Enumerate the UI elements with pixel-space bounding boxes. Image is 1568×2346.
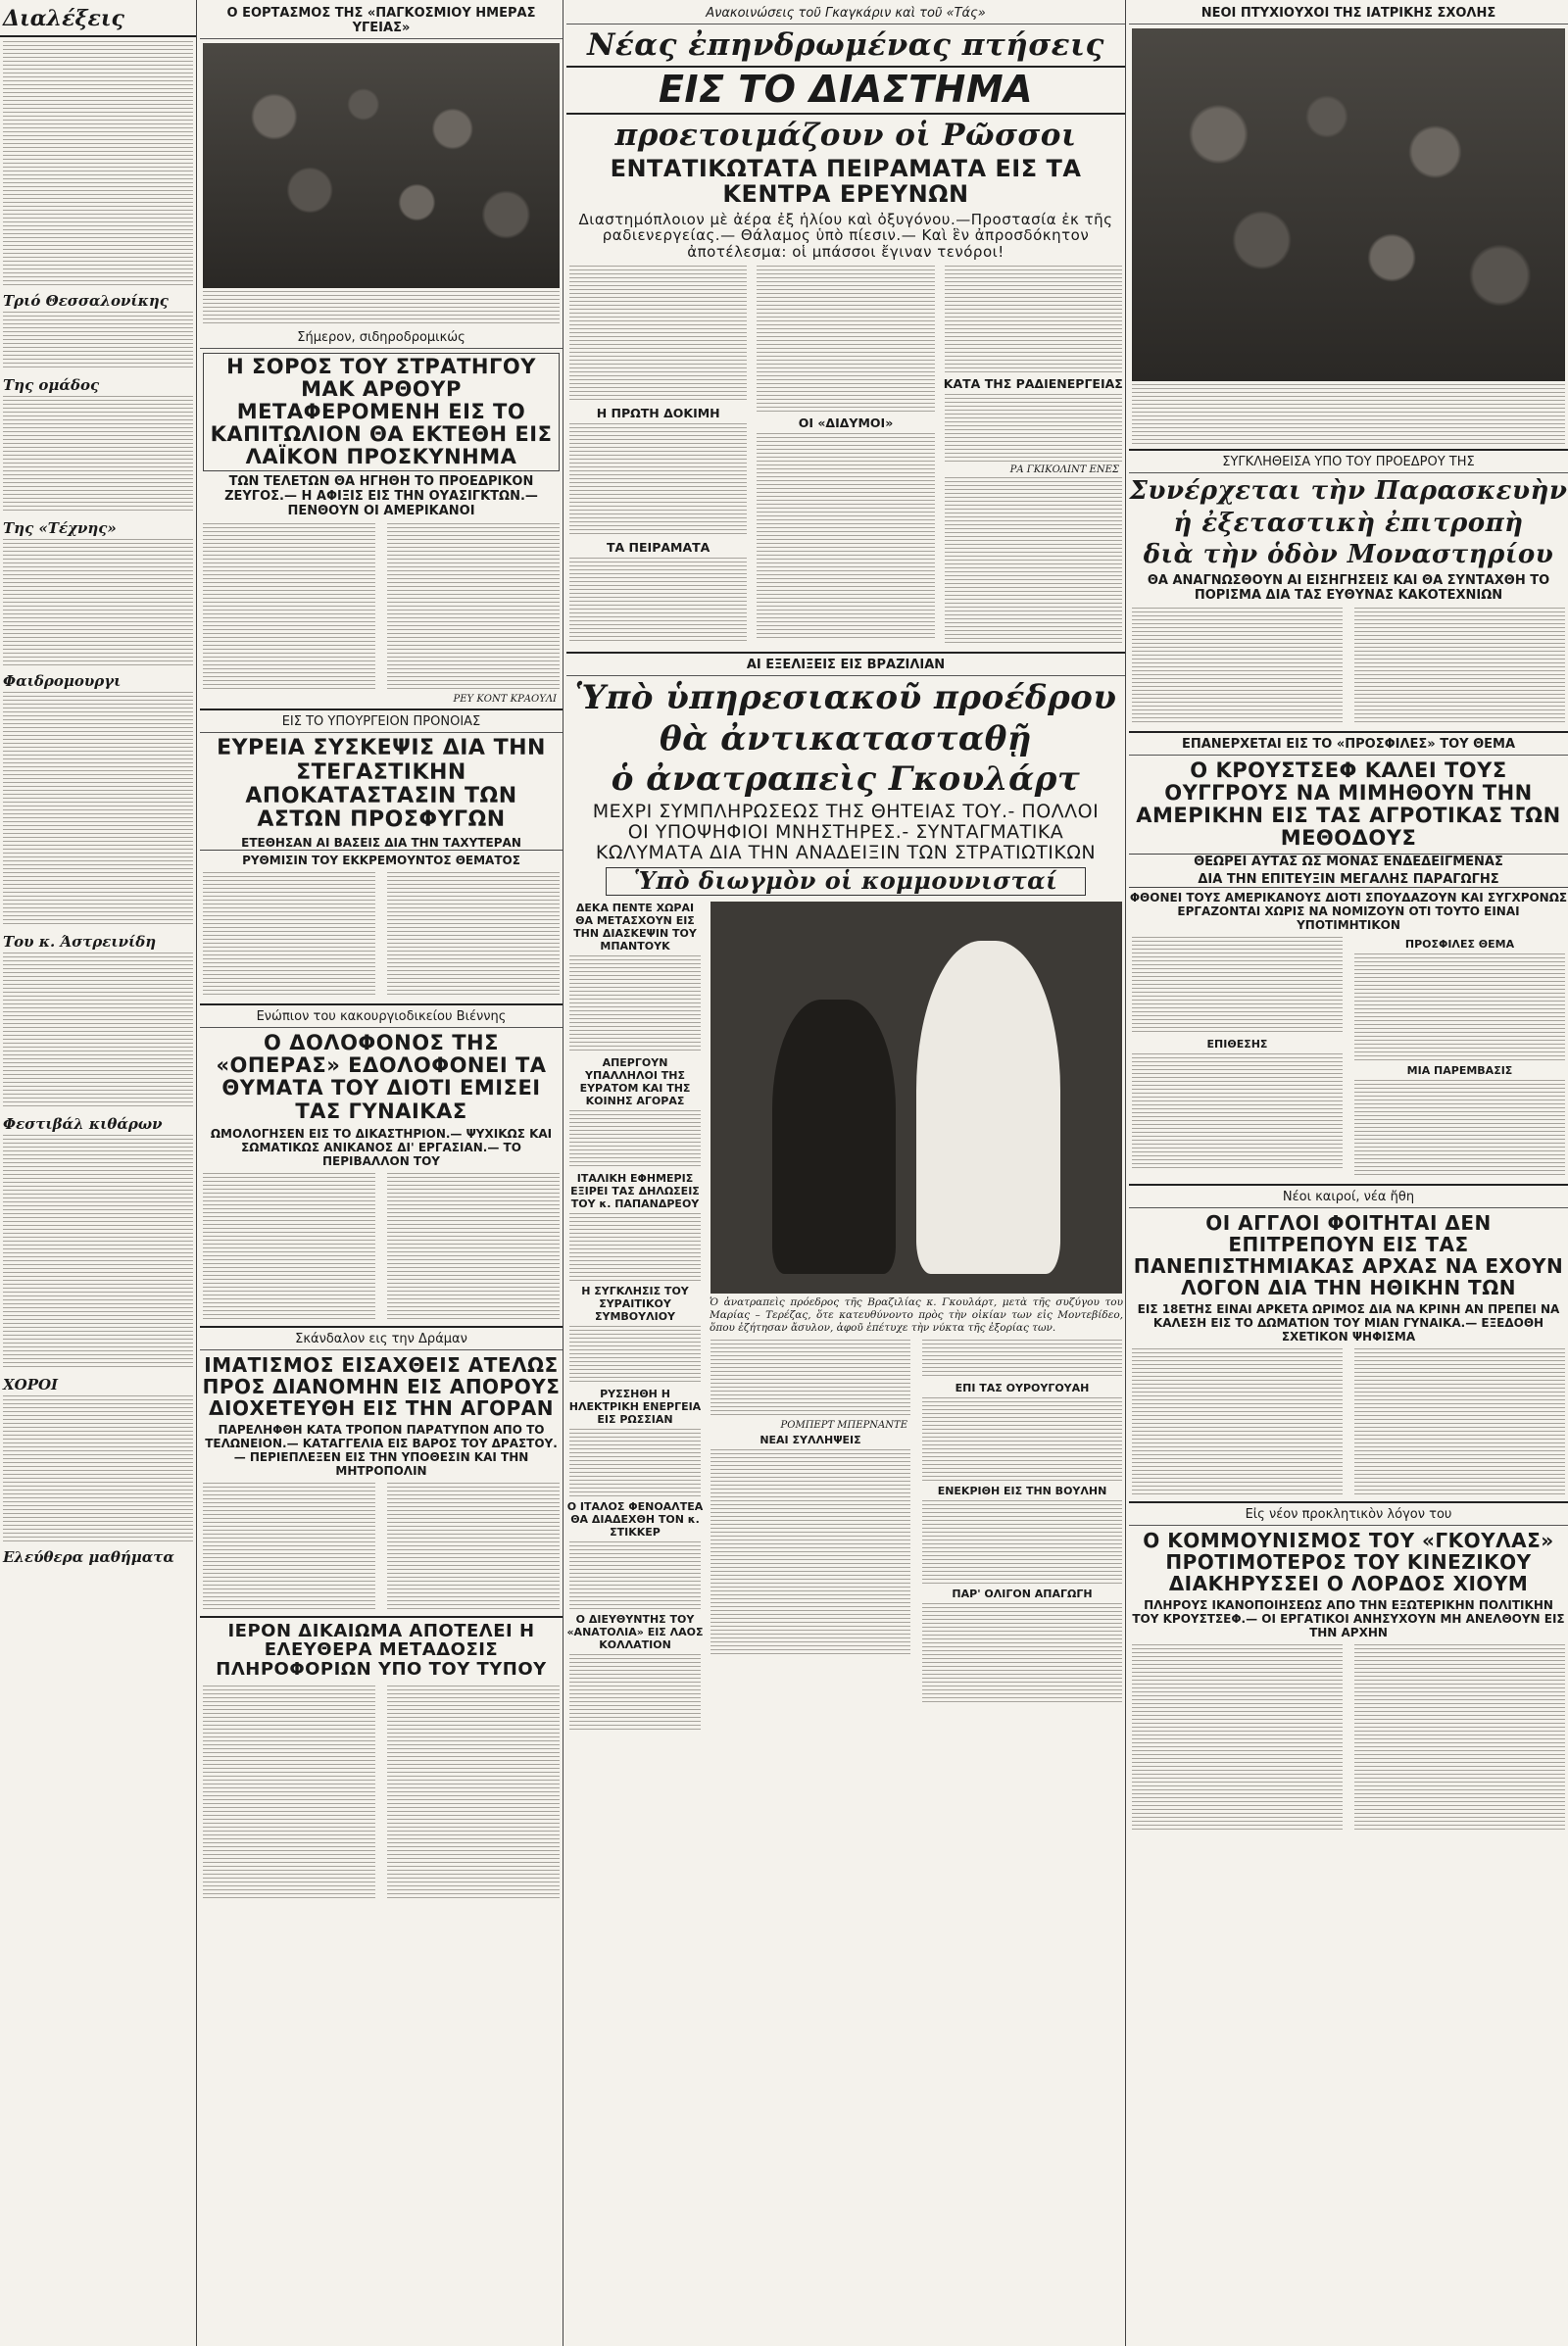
khrushchev-subhead-2: ΔΙΑ ΤΗΝ ΕΠΙΤΕΥΞΙΝ ΜΕΓΑΛΗΣ ΠΑΡΑΓΩΓΗΣ bbox=[1129, 872, 1568, 888]
refugees-headline: ΕΥΡΕΙΑ ΣΥΣΚΕΨΙΣ ΔΙΑ ΤΗΝ ΣΤΕΓΑΣΤΙΚΗΝ ΑΠΟΚΑΤΑΣΤΑΣΙΝ ΤΩΝ ΑΣΤΩΝ ΠΡΟΣΦΥΓΩΝ bbox=[217, 736, 546, 833]
vienna-kicker: Ενώπιον του κακουργιοδικείου Βιέννης bbox=[200, 1009, 563, 1028]
section-title: Του κ. Άστρεινίδη bbox=[3, 933, 157, 951]
attacks-subhead: ΕΠΙΘΕΣΗΣ bbox=[1206, 1038, 1268, 1051]
lecture-text-block bbox=[3, 953, 193, 1109]
euratom-headline: ΑΠΕΡΓΟΥΝ ΥΠΑΛΛΗΛΟΙ ΤΗΣ ΕΥΡΑΤΟΜ ΚΑΙ ΤΗΣ ΚΟΙΝΗΣ ΑΓΟΡΑΣ bbox=[579, 1055, 691, 1107]
column-right-news bbox=[1129, 0, 1568, 2346]
english-students-subhead: ΕΙΣ 18ΕΤΗΣ ΕΙΝΑΙ ΑΡΚΕΤΑ ΩΡΙΜΟΣ ΔΙΑ ΝΑ ΚΡΙΝΗ ΑΝ ΠΡΕΠΕΙ ΝΑ ΚΑΛΕΣΗ ΕΙΣ ΤΟ ΔΩΜΑΤΙΟΝ ΤΟΥ ΜΙΑΝ ΓΥΝΑΙΚΑ.— ΕΞΕΔΟΘΗ ΣΧΕΤΙΚΟΝ ΨΗΦΙΣΜΑ bbox=[1137, 1302, 1560, 1344]
bandung-headline: ΔΕΚΑ ΠΕΝΤΕ ΧΩΡΑΙ ΘΑ ΜΕΤΑΣΧΟΥΝ ΕΙΣ ΤΗΝ ΔΙΑΣΚΕΨΙΝ ΤΟΥ ΜΠΑΝΤΟΥΚ bbox=[573, 901, 697, 953]
lecture-text-block bbox=[3, 312, 193, 370]
clothing-subhead: ΠΑΡΕΛΗΦΘΗ ΚΑΤΑ ΤΡΟΠΟΝ ΠΑΡΑΤΥΠΟΝ ΑΠΟ ΤΟ ΤΕΛΩΝΕΙΟΝ.— ΚΑΤΑΓΓΕΛΙΑ ΕΙΣ ΒΑΡΟΣ ΤΟΥ ΔΡΑΣΤΟΥ.— ΠΕΡΙΕΠΛΕΞΕΝ ΕΙΣ ΤΗΝ ΥΠΟΘΕΣΙΝ ΚΑΙ ΤΗΝ ΜΗΤΡΟΠΟΛΙΝ bbox=[205, 1422, 558, 1478]
bernandez-signature: ΡΟΜΠΕΡΤ ΜΠΕΡΝΑΝΤΕ bbox=[780, 1419, 907, 1431]
space-headline-2: ΕΙΣ ΤΟ ΔΙΑΣΤΗΜΑ bbox=[566, 66, 1125, 115]
space-subhead-2: Διαστημόπλοιον μὲ ἀέρα ἐξ ἡλίου καὶ ὀξυγόνου.—Προστασία ἐκ τῆς ραδιενεργείας.— Θάλαμος ὑπὸ πίεσιν.— Καὶ ἓν ἀπροσδόκητον ἀποτέλεσμα: οἱ μπάσσοι ἔγιναν τενόροι! bbox=[578, 210, 1113, 261]
lecture-text-block bbox=[3, 539, 193, 666]
khrushchev-subhead-1: ΘΕΩΡΕΙ ΑΥΤΑΣ ΩΣ ΜΟΝΑΣ ΕΝΔΕΔΕΙΓΜΕΝΑΣ bbox=[1129, 854, 1568, 869]
parliament-subhead: ΕΝΕΚΡΙΘΗ ΕΙΣ ΤΗΝ ΒΟΥΛΗΝ bbox=[937, 1484, 1107, 1497]
medical-graduates-photo bbox=[1132, 28, 1565, 381]
drama-kicker: Σκάνδαλον εις την Δράμαν bbox=[200, 1332, 563, 1350]
section-title: Φεστιβάλ κιθάρων bbox=[3, 1115, 163, 1133]
space-inner-radiation: ΚΑΤΑ ΤΗΣ ΡΑΔΙΕΝΕΡΓΕΙΑΣ bbox=[943, 376, 1123, 392]
communists-headline: Ὑπὸ διωγμὸν οἱ κομμουνισταί bbox=[606, 867, 1086, 895]
lord-home-subhead: ΠΛΗΡΟΥΣ ΙΚΑΝΟΠΟΙΗΣΕΩΣ ΑΠΟ ΤΗΝ ΕΞΩΤΕΡΙΚΗΝ ΠΟΛΙΤΙΚΗΝ ΤΟΥ ΚΡΟΥΣΤΣΕΦ.— ΟΙ ΕΡΓΑΤΙΚΟΙ ΑΝΗΣΥΧΟΥΝ ΜΗ ΑΝΕΛΘΟΥΝ ΕΙΣ ΤΗΝ ΑΡΧΗΝ bbox=[1132, 1598, 1565, 1640]
rail-kicker: Σήμερον, σιδηροδρομικώς bbox=[200, 330, 563, 349]
brazil-subhead: ΜΕΧΡΙ ΣΥΜΠΛΗΡΩΣΕΩΣ ΤΗΣ ΘΗΤΕΙΑΣ ΤΟΥ.- ΠΟΛΛΟΙ ΟΙ ΥΠΟΨΗΦΙΟΙ ΜΝΗΣΤΗΡΕΣ.- ΣΥΝΤΑΓΜΑΤΙΚΑ ΚΩΛΥΜΑΤΑ ΔΙΑ ΤΗΝ ΑΝΑΔΕΙΞΙΝ ΤΩΝ ΣΤΡΑΤΙΩΤΙΚΩΝ bbox=[592, 801, 1100, 864]
gagarin-kicker: Ανακοινώσεις τοῦ Γκαγκάριν καὶ τοῦ «Τάς» bbox=[566, 6, 1125, 24]
khrushchev-headline: Ο ΚΡΟΥΣΤΣΕΦ ΚΑΛΕΙ ΤΟΥΣ ΟΥΓΓΡΟΥΣ ΝΑ ΜΙΜΗΘΟΥΝ ΤΗΝ ΑΜΕΡΙΚΗΝ ΕΙΣ ΤΑΣ ΑΓΡΟΤΙΚΑΣ ΤΩΝ ΜΕΘΟΔΟΥΣ bbox=[1136, 758, 1561, 851]
space-headline-1: Νέας ἐπηνδρωμένας πτήσεις bbox=[587, 27, 1104, 63]
khrushchev-kicker: ΕΠΑΝΕΡΧΕΤΑΙ ΕΙΣ ΤΟ «ΠΡΟΣΦΙΛΕΣ» ΤΟΥ ΘΕΜΑ bbox=[1129, 737, 1568, 756]
welfare-kicker: ΕΙΣ ΤΟ ΥΠΟΥΡΓΕΙΟΝ ΠΡΟΝΟΙΑΣ bbox=[200, 714, 563, 733]
brazil-headline-1: Ὑπὸ ὑπηρεσιακοῦ προέδρου bbox=[574, 678, 1117, 718]
macarthur-subhead: ΤΩΝ ΤΕΛΕΤΩΝ ΘΑ ΗΓΗΘΗ ΤΟ ΠΡΟΕΔΡΙΚΟΝ ΖΕΥΓΟΣ.— Η ΑΦΙΞΙΣ ΕΙΣ ΤΗΝ ΟΥΑΣΙΓΚΤΩΝ.— ΠΕΝΘΟΥΝ ΟΙ ΑΜΕΡΙΚΑΝΟΙ bbox=[224, 474, 538, 519]
section-title: Της «Τέχνης» bbox=[3, 519, 117, 537]
intervention-subhead: ΜΙΑ ΠΑΡΕΜΒΑΣΙΣ bbox=[1406, 1064, 1513, 1078]
khrushchev-subhead-3: ΦΘΟΝΕΙ ΤΟΥΣ ΑΜΕΡΙΚΑΝΟΥΣ ΔΙΟΤΙ ΣΠΟΥΔΑΖΟΥΝ ΚΑΙ ΣΥΓΧΡΟΝΩΣ ΕΡΓΑΖΟΝΤΑΙ ΧΩΡΙΣ ΝΑ ΝΟΜΙΖΟΥΝ ΟΤΙ ΤΟΥΤΟ ΕΙΝΑΙ ΥΠΟΤΙΜΗΤΙΚΟΝ bbox=[1129, 891, 1568, 933]
section-title: ΧΟΡΟΙ bbox=[3, 1376, 59, 1393]
brazil-headline-3: ὁ ἀνατραπεὶς Γκουλάρτ bbox=[611, 759, 1081, 800]
new-arrests-subhead: ΝΕΑΙ ΣΥΛΛΗΨΕΙΣ bbox=[760, 1433, 861, 1446]
brazil-headline-2: θὰ ἀντικατασταθῇ bbox=[660, 718, 1032, 758]
committee-subhead: ΘΑ ΑΝΑΓΝΩΣΘΟΥΝ ΑΙ ΕΙΣΗΓΗΣΕΙΣ ΚΑΙ ΘΑ ΣΥΝΤΑΧΘΗ ΤΟ ΠΟΡΙΣΜΑ ΔΙΑ ΤΑΣ ΕΥΘΥΝΑΣ ΚΑΚΟΤΕΧΝΙΩΝ bbox=[1147, 572, 1550, 603]
space-subhead-1: ΕΝΤΑΤΙΚΩΤΑΤΑ ΠΕΙΡΑΜΑΤΑ ΕΙΣ ΤΑ ΚΕΝΤΡΑ ΕΡΕΥΝΩΝ bbox=[610, 154, 1082, 209]
fenoaltea-headline: Ο ΙΤΑΛΟΣ ΦΕΝΟΑΛΤΕΑ ΘΑ ΔΙΑΔΕΧΘΗ ΤΟΝ κ. ΣΤΙΚΚΕΡ bbox=[566, 1499, 704, 1539]
council-headline: Η ΣΥΓΚΛΗΣΙΣ ΤΟΥ ΣΥΡΑΙΤΙΚΟΥ ΣΥΜΒΟΥΛΙΟΥ bbox=[581, 1284, 689, 1323]
committee-headline-3: διὰ τὴν ὁδὸν Μοναστηρίου bbox=[1143, 540, 1554, 570]
anatolia-headline: Ο ΔΙΕΥΘΥΝΤΗΣ ΤΟΥ «ΑΝΑΤΟΛΙΑ» ΕΙΣ ΛΑΟΣ ΚΟΛΛΑΤΙΟΝ bbox=[566, 1612, 704, 1651]
macarthur-signature: ΡΕΥ ΚΟΝΤ ΚΡΑΟΥΛΙ bbox=[453, 694, 557, 706]
lord-home-headline: Ο ΚΟΜΜΟΥΝΙΣΜΟΣ ΤΟΥ «ΓΚΟΥΛΑΣ» ΠΡΟΤΙΜΟΤΕΡΟΣ ΤΟΥ ΚΙΝΕΖΙΚΟΥ ΔΙΑΚΗΡΥΣΣΕΙ Ο ΛΟΡΔΟΣ ΧΙΟΥΜ bbox=[1143, 1529, 1554, 1596]
column-announcements bbox=[0, 0, 197, 2346]
lecture-text-block bbox=[3, 41, 193, 286]
section-title: Φαιδρομουργι bbox=[3, 672, 122, 690]
medical-graduates-kicker: ΝΕΟΙ ΠΤΥΧΙΟΥΧΟΙ ΤΗΣ ΙΑΤΡΙΚΗΣ ΣΧΟΛΗΣ bbox=[1129, 6, 1568, 24]
health-day-photo bbox=[203, 43, 560, 288]
lectures-text bbox=[0, 41, 196, 1566]
column-left-news bbox=[200, 0, 564, 2346]
lecture-text-block bbox=[3, 1395, 193, 1542]
health-day-kicker: Ο ΕΟΡΤΑΣΜΟΣ ΤΗΣ «ΠΑΓΚΟΣΜΙΟΥ ΗΜΕΡΑΣ ΥΓΕΙΑΣ» bbox=[200, 6, 563, 39]
favorite-theme-subhead: ΠΡΟΣΦΙΛΕΣ ΘΕΜΑ bbox=[1404, 938, 1515, 952]
goulart-photo-caption: Ὁ ἀνατραπεὶς πρόεδρος τῆς Βραζιλίας κ. Γκουλάρτ, μετὰ τῆς συζύγου του Μαρίας – Τερέζας, ὅτε κατευθύνοντο πρὸς τὴν οἰκίαν των εἰς Μοντεβίδεο, ὅπου ἐζήτησαν ἄσυλον, ἀφοῦ ἐπέτυχε τὴν νύκτα τῆς ἐξορίας των. bbox=[710, 1295, 1123, 1334]
space-headline-3: προετοιμάζουν οἱ Ρῶσσοι bbox=[614, 117, 1077, 153]
macarthur-headline: Η ΣΟΡΟΣ ΤΟΥ ΣΤΡΑΤΗΓΟΥ ΜΑΚ ΑΡΘΟΥΡ ΜΕΤΑΦΕΡΟΜΕΝΗ ΕΙΣ ΤΟ ΚΑΠΙΤΩΛΙΟΝ ΘΑ ΕΚΤΕΘΗ ΕΙΣ ΛΑΪΚΟΝ ΠΡΟΣΚΥΝΗΜΑ bbox=[203, 353, 560, 471]
english-students-headline: ΟΙ ΑΓΓΛΟΙ ΦΟΙΤΗΤΑΙ ΔΕΝ ΕΠΙΤΡΕΠΟΥΝ ΕΙΣ ΤΑΣ ΠΑΝΕΠΙΣΤΗΜΙΑΚΑΣ ΑΡΧΑΣ ΝΑ ΕΧΟΥΝ ΛΟΓΟΝ ΔΙΑ ΤΗΝ ΗΘΙΚΗΝ ΤΩΝ bbox=[1133, 1211, 1564, 1300]
masthead-lectures: Διαλέξεις bbox=[3, 6, 124, 31]
section-title: Τριό Θεσσαλονίκης bbox=[3, 292, 169, 310]
committee-headline-2: ἡ ἐξεταστικὴ ἐπιτροπὴ bbox=[1173, 508, 1524, 538]
kidnapping-subhead: ΠΑΡ' ΟΛΙΓΟΝ ΑΠΑΓΩΓΗ bbox=[952, 1587, 1093, 1600]
space-inner-twins: ΟΙ «ΔΙΔΥΜΟΙ» bbox=[798, 415, 894, 431]
column-center-news bbox=[566, 0, 1126, 2346]
brazil-kicker: ΑΙ ΕΞΕΛΙΞΕΙΣ ΕΙΣ ΒΡΑΖΙΛΙΑΝ bbox=[566, 658, 1125, 676]
new-times-kicker: Νέοι καιροί, νέα ἤθη bbox=[1129, 1190, 1568, 1208]
lecture-text-block bbox=[3, 692, 193, 927]
refugees-subhead-2: ΡΥΘΜΙΣΙΝ ΤΟΥ ΕΚΚΡΕΜΟΥΝΤΟΣ ΘΕΜΑΤΟΣ bbox=[242, 854, 520, 868]
committee-kicker: ΣΥΓΚΛΗΘΕΙΣΑ ΥΠΟ ΤΟΥ ΠΡΟΕΔΡΟΥ ΤΗΣ bbox=[1129, 455, 1568, 473]
refugees-subhead-1: ΕΤΕΘΗΣΑΝ ΑΙ ΒΑΣΕΙΣ ΔΙΑ ΤΗΝ ΤΑΧΥΤΕΡΑΝ bbox=[200, 836, 563, 851]
energy-headline: ΡΥΣΣΗΘΗ Η ΗΛΕΚΤΡΙΚΗ ΕΝΕΡΓΕΙΑ ΕΙΣ ΡΩΣΣΙΑΝ bbox=[568, 1387, 702, 1426]
italian-paper-headline: ΙΤΑΛΙΚΗ ΕΦΗΜΕΡΙΣ ΕΞΙΡΕΙ ΤΑΣ ΔΗΛΩΣΕΙΣ ΤΟΥ κ. ΠΑΠΑΝΔΡΕΟΥ bbox=[570, 1171, 700, 1210]
lecture-text-block bbox=[3, 396, 193, 513]
space-signature: ΡΑ ΓΚΙΚΟΛΙΝΤ ΕΝΕΣ bbox=[1009, 464, 1119, 476]
opera-murderer-subhead: ΩΜΟΛΟΓΗΣΕΝ ΕΙΣ ΤΟ ΔΙΚΑΣΤΗΡΙΟΝ.— ΨΥΧΙΚΩΣ ΚΑΙ ΣΩΜΑΤΙΚΩΣ ΑΝΙΚΑΝΟΣ ΔΙ' ΕΡΓΑΣΙΑΝ.— ΤΟ ΠΕΡΙΒΑΛΛΟΝ ΤΟΥ bbox=[210, 1126, 553, 1168]
press-freedom-headline: ΙΕΡΟΝ ΔΙΚΑΙΩΜΑ ΑΠΟΤΕΛΕΙ Η ΕΛΕΥΘΕΡΑ ΜΕΤΑΔΟΣΙΣ ΠΛΗΡΟΦΟΡΙΩΝ ΥΠΟ ΤΟΥ ΤΥΠΟΥ bbox=[216, 1620, 547, 1681]
provocative-kicker: Εἰς νέον προκλητικὸν λόγον του bbox=[1129, 1507, 1568, 1526]
lecture-text-block bbox=[3, 1135, 193, 1370]
section-title: Της ομάδος bbox=[3, 376, 100, 394]
opera-murderer-headline: Ο ΔΟΛΟΦΟΝΟΣ ΤΗΣ «ΟΠΕΡΑΣ» ΕΔΟΛΟΦΟΝΕΙ ΤΑ ΘΥΜΑΤΑ ΤΟΥ ΔΙΟΤΙ ΕΜΙΣΕΙ ΤΑΣ ΓΥΝΑΙΚΑΣ bbox=[216, 1031, 547, 1123]
section-title: Ελεύθερα μαθήματα bbox=[3, 1548, 174, 1566]
space-inner-experiments: ΤΑ ΠΕΙΡΑΜΑΤΑ bbox=[606, 540, 710, 556]
uruguay-subhead: ΕΠΙ ΤΑΣ ΟΥΡΟΥΓΟΥΑΗ bbox=[955, 1381, 1090, 1394]
committee-headline-1: Συνέρχεται τὴν Παρασκευὴν bbox=[1129, 476, 1568, 506]
space-inner-first-test: Η ΠΡΩΤΗ ΔΟΚΙΜΗ bbox=[596, 406, 720, 421]
goulart-photo bbox=[710, 902, 1122, 1294]
clothing-headline: ΙΜΑΤΙΣΜΟΣ ΕΙΣΑΧΘΕΙΣ ΑΤΕΛΩΣ ΠΡΟΣ ΔΙΑΝΟΜΗΝ ΕΙΣ ΑΠΟΡΟΥΣ ΔΙΟΧΕΤΕΥΘΗ ΕΙΣ ΤΗΝ ΑΓΟΡΑΝ bbox=[202, 1352, 561, 1420]
